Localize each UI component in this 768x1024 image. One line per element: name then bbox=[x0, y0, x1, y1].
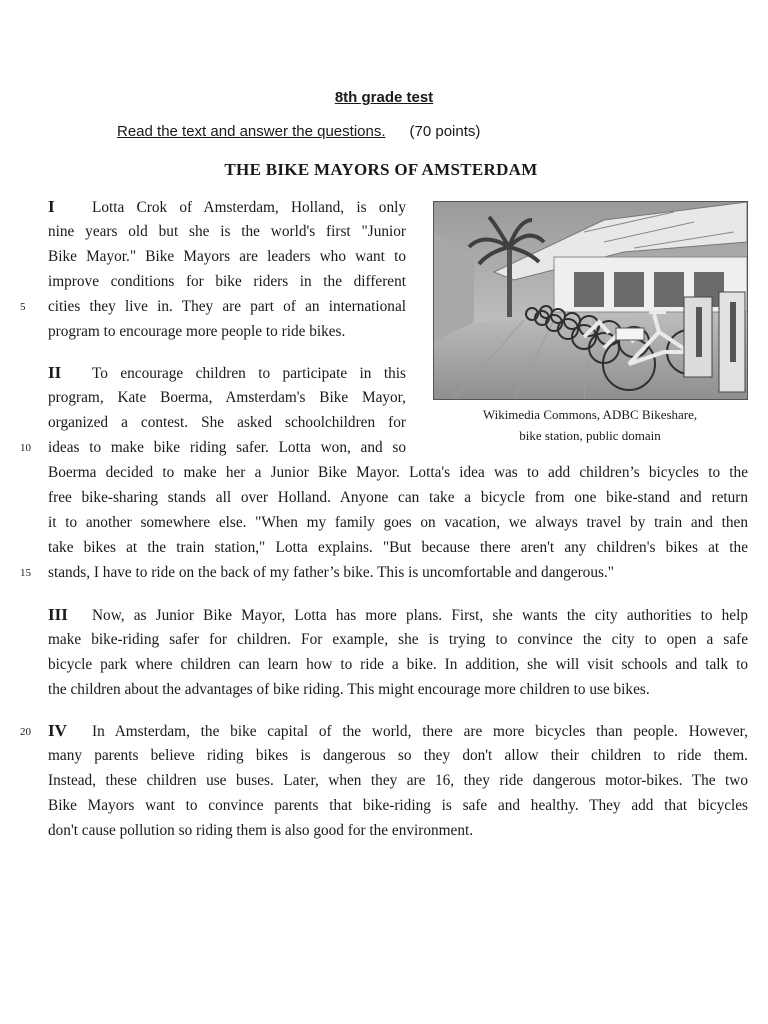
paragraph-2-line: stands, I have to ride on the back of my father’s bike. This is uncomfortable and dangerous." bbox=[48, 564, 614, 581]
paragraph-1-line: Bike Mayor." Bike Mayors are leaders who want to bbox=[48, 248, 406, 265]
paragraph-4-line: Instead, these children use buses. Later, when they are 16, they ride dangerous motor-bikes. The two bbox=[48, 772, 748, 789]
paragraph-3-line: the children about the advantages of bike riding. This might encourage more children to use bikes. bbox=[48, 681, 650, 698]
instruction-text: Read the text and answer the questions. bbox=[117, 123, 386, 140]
paragraph-2-line: it to another somewhere else. "When my family goes on vacation, we always travel by train and then bbox=[48, 514, 748, 531]
photo-caption-line-1: Wikimedia Commons, ADBC Bikeshare, bbox=[482, 407, 698, 422]
paragraph-numeral: III bbox=[48, 605, 68, 624]
paragraph-2-line: free bike-sharing stands all over Holland. Anyone can take a bicycle from one bike-stand and return bbox=[48, 489, 748, 506]
paragraph-1-line: improve conditions for bike riders in the different bbox=[48, 273, 406, 290]
paragraph-2-line: ideas to make bike riding safer. Lotta won, and so bbox=[48, 439, 406, 456]
paragraph-4-line: don't cause pollution so riding them is also good for the environment. bbox=[48, 822, 474, 839]
paragraph-3-line: III Now, as Junior Bike Mayor, Lotta has more plans. First, she wants the city authorities to help bbox=[48, 605, 748, 624]
article-title: THE BIKE MAYORS OF AMSTERDAM bbox=[224, 160, 538, 179]
paragraph-1-line: I Lotta Crok of Amsterdam, Holland, is only bbox=[48, 197, 406, 216]
paragraph-2-line: program, Kate Boerma, Amsterdam's Bike Mayor, bbox=[48, 389, 406, 406]
paragraph-1-line: program to encourage more people to ride bikes. bbox=[48, 323, 346, 340]
paragraph-numeral: IV bbox=[48, 721, 67, 740]
paragraph-3-line: bicycle park where children can learn how to ride a bike. In addition, she will visit schools and talk to bbox=[48, 656, 748, 673]
paragraph-2-line: II To encourage children to participate in this bbox=[48, 363, 406, 382]
paragraph-4-line: many parents believe riding bikes is dangerous so they don't allow their children to ride them. bbox=[48, 747, 748, 764]
paragraph-1-line: cities they live in. They are part of an international bbox=[48, 298, 406, 315]
points-label: (70 points) bbox=[409, 123, 481, 140]
test-title: 8th grade test bbox=[334, 89, 434, 106]
paragraph-2-line: take bikes at the train station," Lotta explains. "But because there aren't any children's bikes at the bbox=[48, 539, 748, 556]
instruction-row bbox=[117, 123, 480, 140]
paragraph-2-line: organized a contest. She asked schoolchildren for bbox=[48, 414, 406, 431]
paragraph-numeral: II bbox=[48, 363, 62, 382]
paragraph-3-line: make bike-riding safer for children. For example, she is trying to convince the city to open a safe bbox=[48, 631, 748, 648]
paragraph-4-line: Bike Mayors want to convince parents that bike-riding is safe and healthy. They add that bicycles bbox=[48, 797, 748, 814]
paragraph-4-line: IV In Amsterdam, the bike capital of the world, there are more bicycles than people. However, bbox=[48, 721, 748, 740]
line-number: 20 bbox=[20, 726, 31, 738]
bike-station-illustration bbox=[434, 202, 747, 399]
photo-caption-line-2: bike station, public domain bbox=[519, 428, 661, 443]
bike-station-photo bbox=[433, 201, 748, 400]
line-number: 15 bbox=[20, 567, 31, 579]
line-number: 5 bbox=[20, 301, 26, 313]
line-number: 10 bbox=[20, 442, 31, 454]
paragraph-2-line: Boerma decided to make her a Junior Bike Mayor. Lotta's idea was to add children’s bicycles to the bbox=[48, 464, 748, 481]
paragraph-1-line: nine years old but she is the world's first "Junior bbox=[48, 223, 406, 240]
paragraph-numeral: I bbox=[48, 197, 55, 216]
